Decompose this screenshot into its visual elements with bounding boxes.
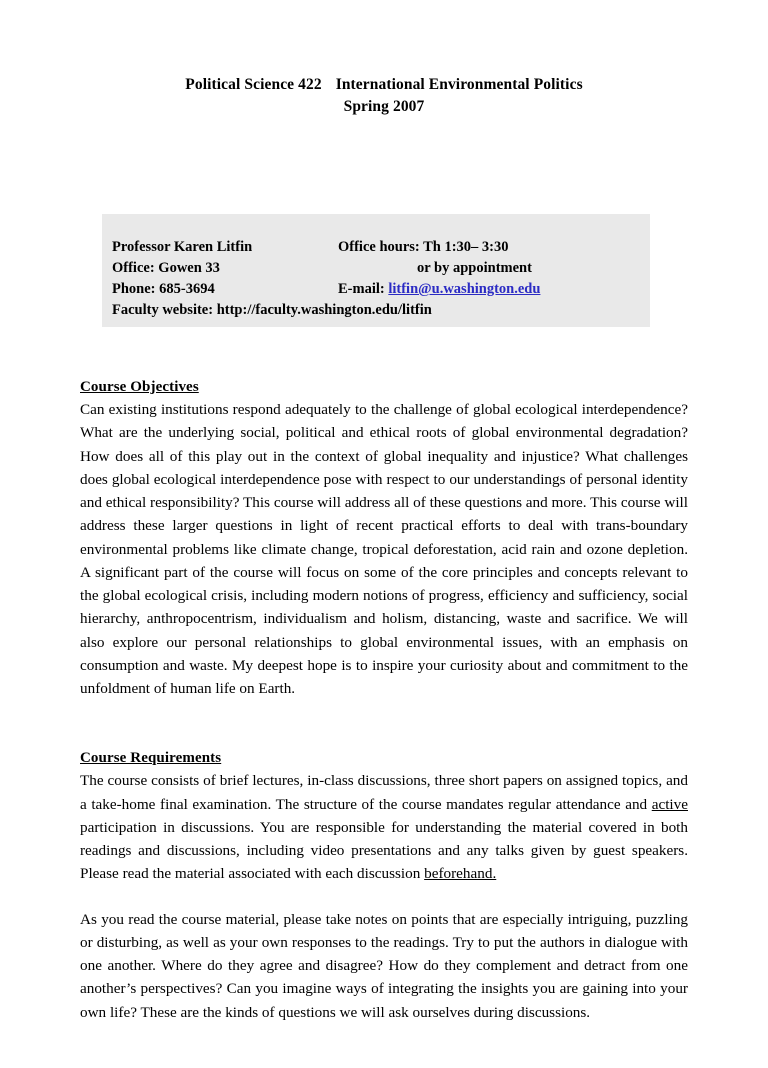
heading-course-objectives: Course Objectives [80, 379, 199, 395]
section-spacer [80, 700, 688, 750]
document-body [80, 379, 688, 1024]
section-course-objectives [80, 379, 688, 700]
faculty-website: Faculty website: http://faculty.washington.edu/litfin [112, 302, 432, 318]
email-link[interactable]: litfin@u.washington.edu [388, 281, 541, 297]
instructor-info-content [112, 236, 642, 320]
info-row-website [112, 299, 642, 320]
course-title: International Environmental Politics [335, 76, 583, 93]
requirements-emphasis-beforehand: beforehand. [424, 865, 497, 883]
course-number: Political Science 422 [185, 76, 322, 93]
term-label: Spring 2007 [343, 98, 425, 116]
office-hours: Office hours: Th 1:30– 3:30 [338, 239, 509, 255]
paragraph-spacer [80, 886, 688, 908]
info-row-professor [112, 236, 642, 257]
instructor-info-box [102, 214, 650, 327]
info-row-office [112, 257, 642, 278]
email-label: E-mail: [338, 281, 385, 297]
document-title-block [0, 74, 768, 119]
info-row-phone [112, 278, 642, 299]
paragraph-requirements-1 [80, 769, 688, 885]
title-line-primary [0, 74, 768, 96]
paragraph-course-objectives: Can existing institutions respond adequately to the challenge of global ecological interdependence? What are the underlying social, political and ethical roots of global environmental degradation? How does all of this play out in the context of global inequality and injustice? What challenges does global ecological interdependence pose with respect to our understandings of personal identity and ethical responsibility? This course will address all of these questions and more. This course will address these larger questions in light of recent practical efforts to deal with trans-boundary environmental problems like climate change, tropical deforestation, acid rain and ozone depletion. A significant part of the course will focus on some of the core principles and concepts relevant to the global ecological crisis, including modern notions of progress, efficiency and sufficiency, social hierarchy, anthropocentrism, individualism and holism, distancing, waste and sacrifice. We will also explore our personal relationships to global environmental issues, with an emphasis on consumption and waste. My deepest hope is to inspire your curiosity about and commitment to the unfoldment of human life on Earth. [80, 401, 688, 697]
paragraph-requirements-2: As you read the course material, please take notes on points that are especially intriguing, puzzling or disturbing, as well as your own responses to the readings. Try to put the authors in dialogue with one another. Where do they agree and disagree? How do they complement and detract from one another’s perspectives? Can you imagine ways of integrating the insights you are gaining into your own life? These are the kinds of questions we will ask ourselves during discussions. [80, 910, 688, 1021]
requirements-text-part-1: The course consists of brief lectures, in-class discussions, three short papers on assigned topics, and a take-home final examination. The structure of the course mandates regular attendance and [80, 772, 688, 813]
requirements-text-part-2: participation in discussions. You are responsible for understanding the material covered in both readings and discussions, including video presentations and any talks given by guest speakers. Please read the material associated with each discussion [80, 818, 688, 883]
professor-name: Professor Karen Litfin [112, 239, 253, 255]
office-hours-alternate: or by appointment [417, 260, 532, 276]
requirements-emphasis-active: active [651, 795, 688, 813]
office-location: Office: Gowen 33 [112, 260, 220, 276]
phone-number: Phone: 685-3694 [112, 281, 215, 297]
document-page [0, 74, 768, 1068]
heading-course-requirements: Course Requirements [80, 750, 222, 767]
section-course-requirements [80, 750, 688, 1024]
